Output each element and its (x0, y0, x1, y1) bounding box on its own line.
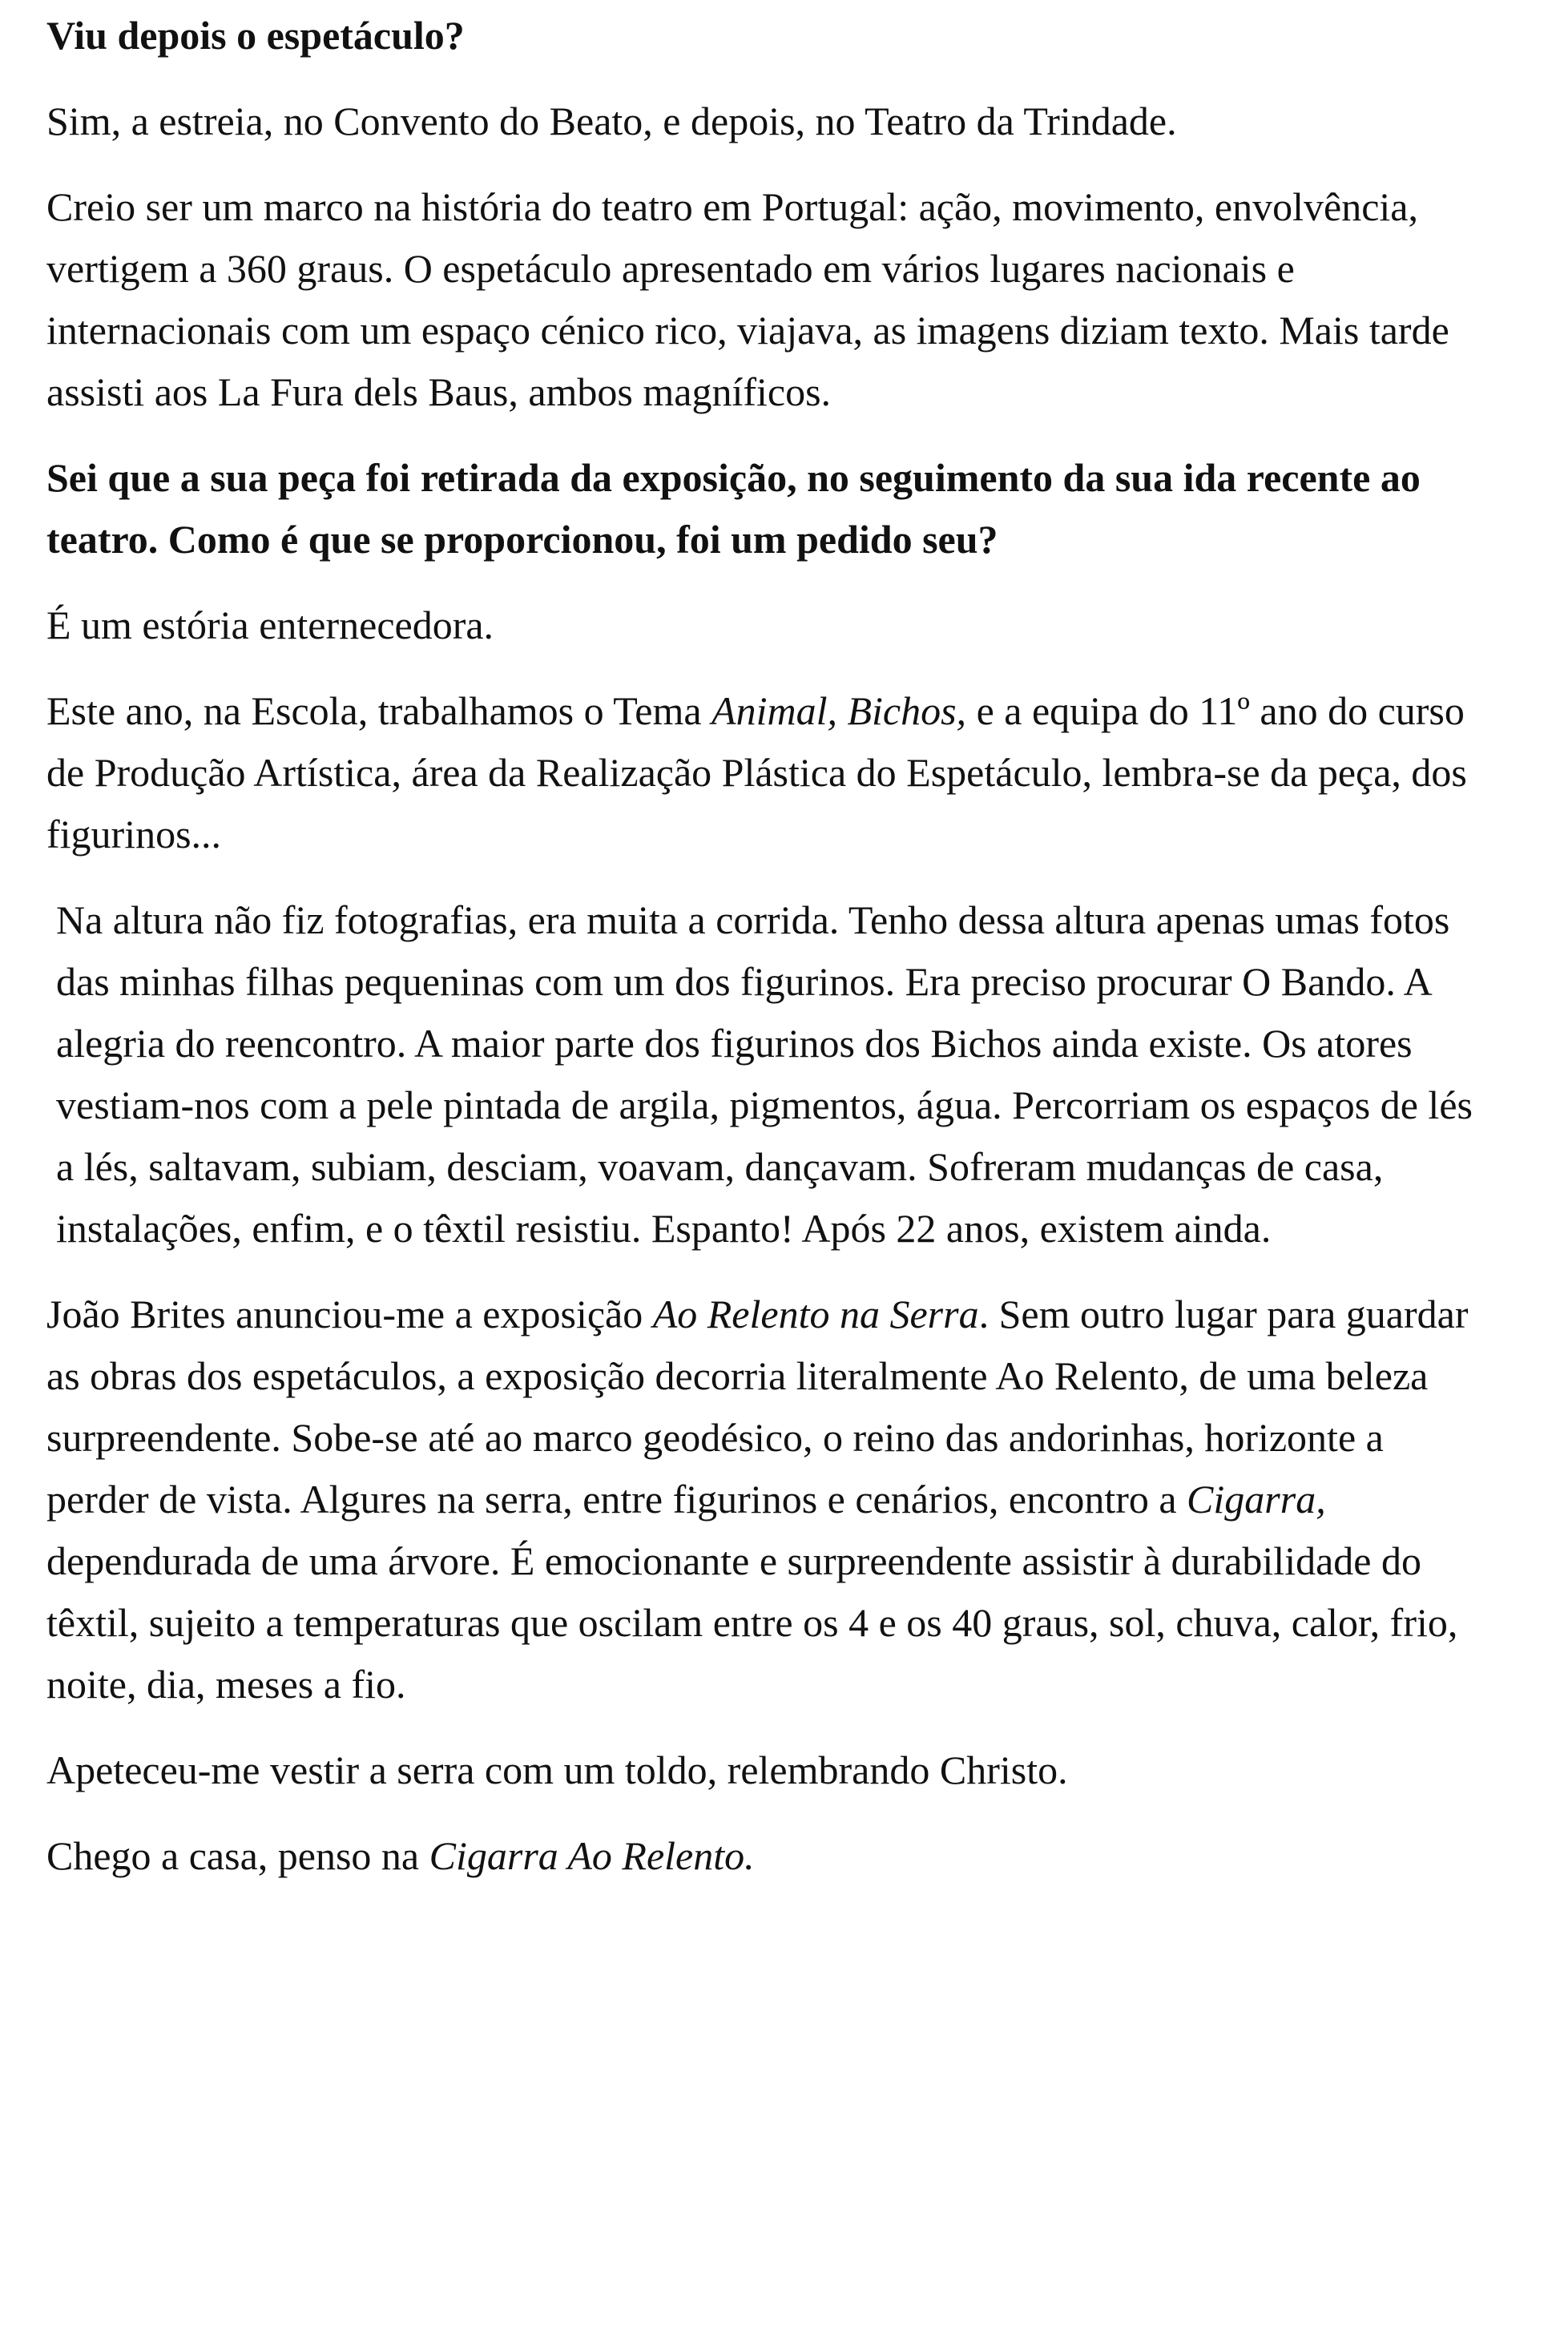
answer-1-paragraph-1: Sim, a estreia, no Convento do Beato, e depois, no Teatro da Trindade. (46, 99, 1177, 143)
italic-title-cigarra: Cigarra, (1187, 1477, 1326, 1522)
italic-title-ao-relento-na-serra: Ao Relento na Serra (652, 1292, 979, 1336)
answer-2-paragraph-3: Na altura não fiz fotografias, era muita a corrida. Tenho dessa altura apenas umas fotos das minhas filhas pequeninas com um dos figurinos. Era preciso procurar O Bando. A alegria do reencontro. A maior parte dos figurinos dos Bichos ainda existe. Os atores vestiam-nos com a pele pintada de argila, pigmentos, água. Percorriam os espaços de lés a lés, saltavam, subiam, desciam, voavam, dançavam. Sofreram mudanças de casa, instalações, enfim, e o têxtil resistiu. Espanto! Após 22 anos, existem ainda. (56, 897, 1473, 1251)
text-run: . Sem outro lugar para guardar as obras dos espetáculos, a exposição decorria literalmente Ao Relento, de uma beleza surpreendente. Sobe-se até ao marco geodésico, o reino das andorinhas, horizonte a perder de vista. Algures na serra, entre figurinos e cenários, encontro a (46, 1292, 1469, 1522)
question-2: Sei que a sua peça foi retirada da exposição, no seguimento da sua ida recente ao teatro. Como é que se proporcionou, foi um pedido seu? (46, 455, 1421, 562)
answer-2-paragraph-2 (46, 680, 1473, 865)
italic-title-animal-bichos: Animal, Bichos, (711, 688, 967, 733)
answer-2-paragraph-6 (46, 1825, 1473, 1887)
text-run: Este ano, na Escola, trabalhamos o Tema (46, 688, 712, 733)
answer-2-paragraph-5: Apeteceu-me vestir a serra com um toldo, relembrando Christo. (46, 1748, 1068, 1792)
italic-title-cigarra-ao-relento: Cigarra Ao Relento. (429, 1833, 755, 1878)
text-run: dependurada de uma árvore. É emocionante e surpreendente assistir à durabilidade do têxtil, sujeito a temperaturas que oscilam entre os 4 e os 40 graus, sol, chuva, calor, frio, noite, dia, meses a fio. (46, 1538, 1458, 1707)
text-run: e a equipa do 11º ano do curso de Produção Artística, área da Realização Plástica do Espetáculo, lembra-se da peça, dos figurinos... (46, 688, 1467, 857)
document-page (46, 5, 1473, 1911)
text-run: Chego a casa, penso na (46, 1833, 429, 1878)
question-1: Viu depois o espetáculo? (46, 13, 465, 58)
answer-2-paragraph-4 (46, 1284, 1473, 1715)
answer-2-paragraph-1: É um estória enternecedora. (46, 603, 494, 647)
answer-1-paragraph-2: Creio ser um marco na história do teatro em Portugal: ação, movimento, envolvência, vertigem a 360 graus. O espetáculo apresentado em vários lugares nacionais e internacionais com um espaço cénico rico, viajava, as imagens diziam texto. Mais tarde assisti aos La Fura dels Baus, ambos magníficos. (46, 184, 1449, 414)
text-run: João Brites anunciou-me a exposição (46, 1292, 653, 1336)
